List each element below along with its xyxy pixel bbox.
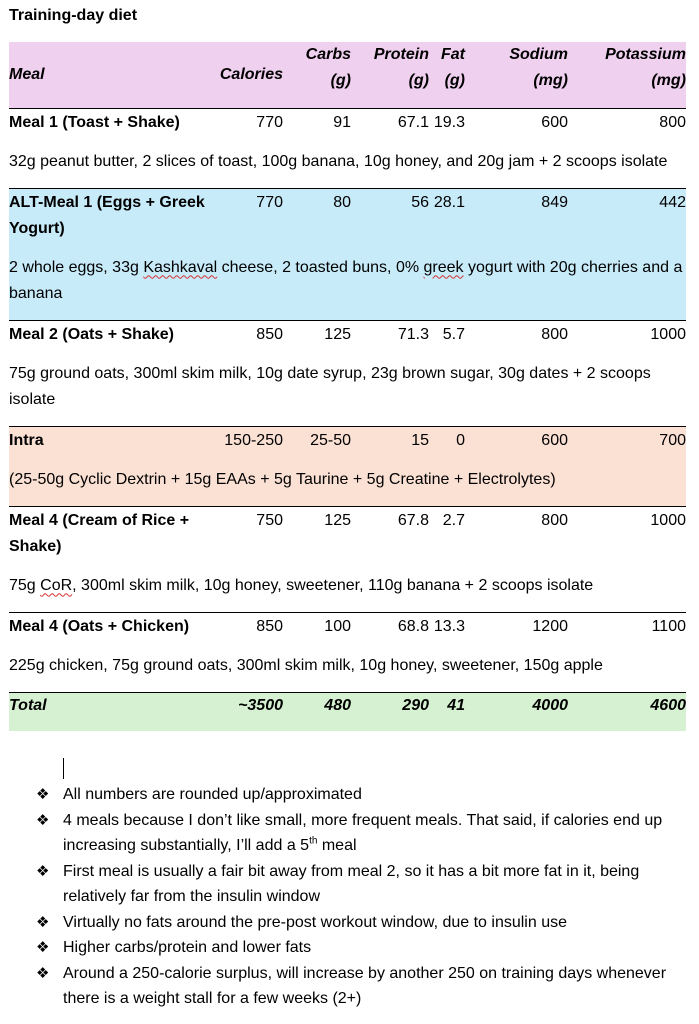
meal-description: 2 whole eggs, 33g Kashkaval cheese, 2 toasted buns, 0% greek yogurt with 20g cherries and a banana bbox=[9, 258, 683, 302]
total-carbs: 480 bbox=[283, 692, 351, 731]
diet-table bbox=[9, 42, 686, 731]
table-row bbox=[9, 188, 686, 242]
meal-name: Meal 4 (Oats + Chicken) bbox=[9, 612, 209, 640]
fat-cell: 2.7 bbox=[429, 506, 465, 560]
fat-cell: 13.3 bbox=[429, 612, 465, 640]
meal-description: (25-50g Cyclic Dextrin + 15g EAAs + 5g Taurine + 5g Creatine + Electrolytes) bbox=[9, 470, 556, 488]
potassium-cell: 442 bbox=[568, 188, 686, 242]
description-row bbox=[9, 454, 686, 507]
sodium-cell: 600 bbox=[465, 108, 568, 136]
list-item: ❖ 4 meals because I don’t like small, more frequent meals. That said, if calories end up increasing substantially, I’ll add a 5th meal bbox=[0, 808, 690, 859]
calories-cell: 750 bbox=[209, 506, 283, 560]
fat-cell: 28.1 bbox=[429, 188, 465, 242]
spellcheck-word[interactable]: Kashkaval bbox=[143, 258, 218, 276]
diamond-bullet-icon: ❖ bbox=[36, 964, 50, 982]
protein-cell: 67.1 bbox=[351, 108, 429, 136]
fat-cell: 19.3 bbox=[429, 108, 465, 136]
header-fat: Fat (g) bbox=[441, 46, 465, 89]
sodium-cell: 800 bbox=[465, 506, 568, 560]
fat-cell: 5.7 bbox=[429, 320, 465, 348]
total-sodium: 4000 bbox=[465, 692, 568, 731]
diamond-bullet-icon: ❖ bbox=[36, 913, 50, 931]
description-row bbox=[9, 640, 686, 693]
diamond-bullet-icon: ❖ bbox=[36, 939, 50, 956]
list-item: ❖ All numbers are rounded up/approximated bbox=[0, 782, 690, 808]
description-row bbox=[9, 560, 686, 613]
calories-cell: 850 bbox=[209, 612, 283, 640]
sodium-cell: 600 bbox=[465, 426, 568, 454]
potassium-cell: 1000 bbox=[568, 320, 686, 348]
total-row bbox=[9, 692, 686, 731]
total-calories: ~3500 bbox=[209, 692, 283, 731]
spellcheck-word[interactable]: CoR bbox=[40, 576, 73, 594]
sodium-cell: 800 bbox=[465, 320, 568, 348]
table-row bbox=[9, 612, 686, 640]
calories-cell: 770 bbox=[209, 108, 283, 136]
header-sodium: Sodium (mg) bbox=[509, 46, 568, 89]
protein-cell: 71.3 bbox=[351, 320, 429, 348]
header-potassium: Potassium (mg) bbox=[605, 46, 686, 89]
protein-cell: 67.8 bbox=[351, 506, 429, 560]
table-row bbox=[9, 108, 686, 136]
list-item: ❖ Around a 250-calorie surplus, will increase by another 250 on training days whenever there is a weight stall for a few weeks (2+) bbox=[0, 961, 690, 1012]
calories-cell: 150-250 bbox=[209, 426, 283, 454]
meal-description: 225g chicken, 75g ground oats, 300ml skim milk, 10g honey, sweetener, 150g apple bbox=[9, 656, 603, 674]
calories-cell: 850 bbox=[209, 320, 283, 348]
protein-cell: 68.8 bbox=[351, 612, 429, 640]
total-potassium: 4600 bbox=[568, 692, 686, 731]
header-carbs: Carbs (g) bbox=[305, 46, 351, 89]
meal-description: 75g CoR, 300ml skim milk, 10g honey, sweetener, 110g banana + 2 scoops isolate bbox=[9, 576, 594, 594]
table-header-row bbox=[9, 42, 686, 108]
carbs-cell: 125 bbox=[283, 320, 351, 348]
table-row bbox=[9, 320, 686, 348]
potassium-cell: 800 bbox=[568, 108, 686, 136]
description-row bbox=[9, 348, 686, 427]
fat-cell: 0 bbox=[429, 426, 465, 454]
total-protein: 290 bbox=[351, 692, 429, 731]
meal-name: Meal 1 (Toast + Shake) bbox=[9, 108, 209, 136]
document-title: Training-day diet bbox=[9, 7, 138, 24]
carbs-cell: 80 bbox=[283, 188, 351, 242]
carbs-cell: 100 bbox=[283, 612, 351, 640]
header-protein: Protein (g) bbox=[373, 46, 429, 89]
spellcheck-word[interactable]: greek bbox=[423, 258, 464, 276]
table-row bbox=[9, 506, 686, 560]
diamond-bullet-icon: ❖ bbox=[36, 862, 50, 880]
potassium-cell: 1000 bbox=[568, 506, 686, 560]
meal-description: 75g ground oats, 300ml skim milk, 10g date syrup, 23g brown sugar, 30g dates + 2 scoops isolate bbox=[9, 364, 651, 408]
meal-description: 32g peanut butter, 2 slices of toast, 100g banana, 10g honey, and 20g jam + 2 scoops isolate bbox=[9, 152, 668, 170]
potassium-cell: 1100 bbox=[568, 612, 686, 640]
calories-cell: 770 bbox=[209, 188, 283, 242]
potassium-cell: 700 bbox=[568, 426, 686, 454]
notes-list bbox=[0, 782, 690, 1012]
list-item: ❖ Virtually no fats around the pre-post workout window, due to insulin use bbox=[0, 910, 690, 936]
protein-cell: 56 bbox=[351, 188, 429, 242]
sodium-cell: 849 bbox=[465, 188, 568, 242]
description-row bbox=[9, 242, 686, 321]
diamond-bullet-icon: ❖ bbox=[36, 786, 50, 803]
table-row bbox=[9, 426, 686, 454]
total-label: Total bbox=[9, 692, 209, 731]
carbs-cell: 125 bbox=[283, 506, 351, 560]
description-row bbox=[9, 136, 686, 189]
header-meal: Meal bbox=[9, 65, 45, 83]
header-calories: Calories bbox=[219, 65, 283, 83]
meal-name: Meal 4 (Cream of Rice + Shake) bbox=[9, 506, 209, 560]
diamond-bullet-icon: ❖ bbox=[36, 811, 50, 829]
list-item: ❖ First meal is usually a fair bit away from meal 2, so it has a bit more fat in it, being relatively far from the insulin window bbox=[0, 859, 690, 910]
total-fat: 41 bbox=[429, 692, 465, 731]
meal-name: Intra bbox=[9, 426, 209, 454]
list-item: ❖ Higher carbs/protein and lower fats bbox=[0, 935, 690, 961]
carbs-cell: 25-50 bbox=[283, 426, 351, 454]
protein-cell: 15 bbox=[351, 426, 429, 454]
text-cursor bbox=[63, 758, 64, 779]
sodium-cell: 1200 bbox=[465, 612, 568, 640]
carbs-cell: 91 bbox=[283, 108, 351, 136]
meal-name: Meal 2 (Oats + Shake) bbox=[9, 320, 209, 348]
meal-name: ALT-Meal 1 (Eggs + Greek Yogurt) bbox=[9, 188, 209, 242]
